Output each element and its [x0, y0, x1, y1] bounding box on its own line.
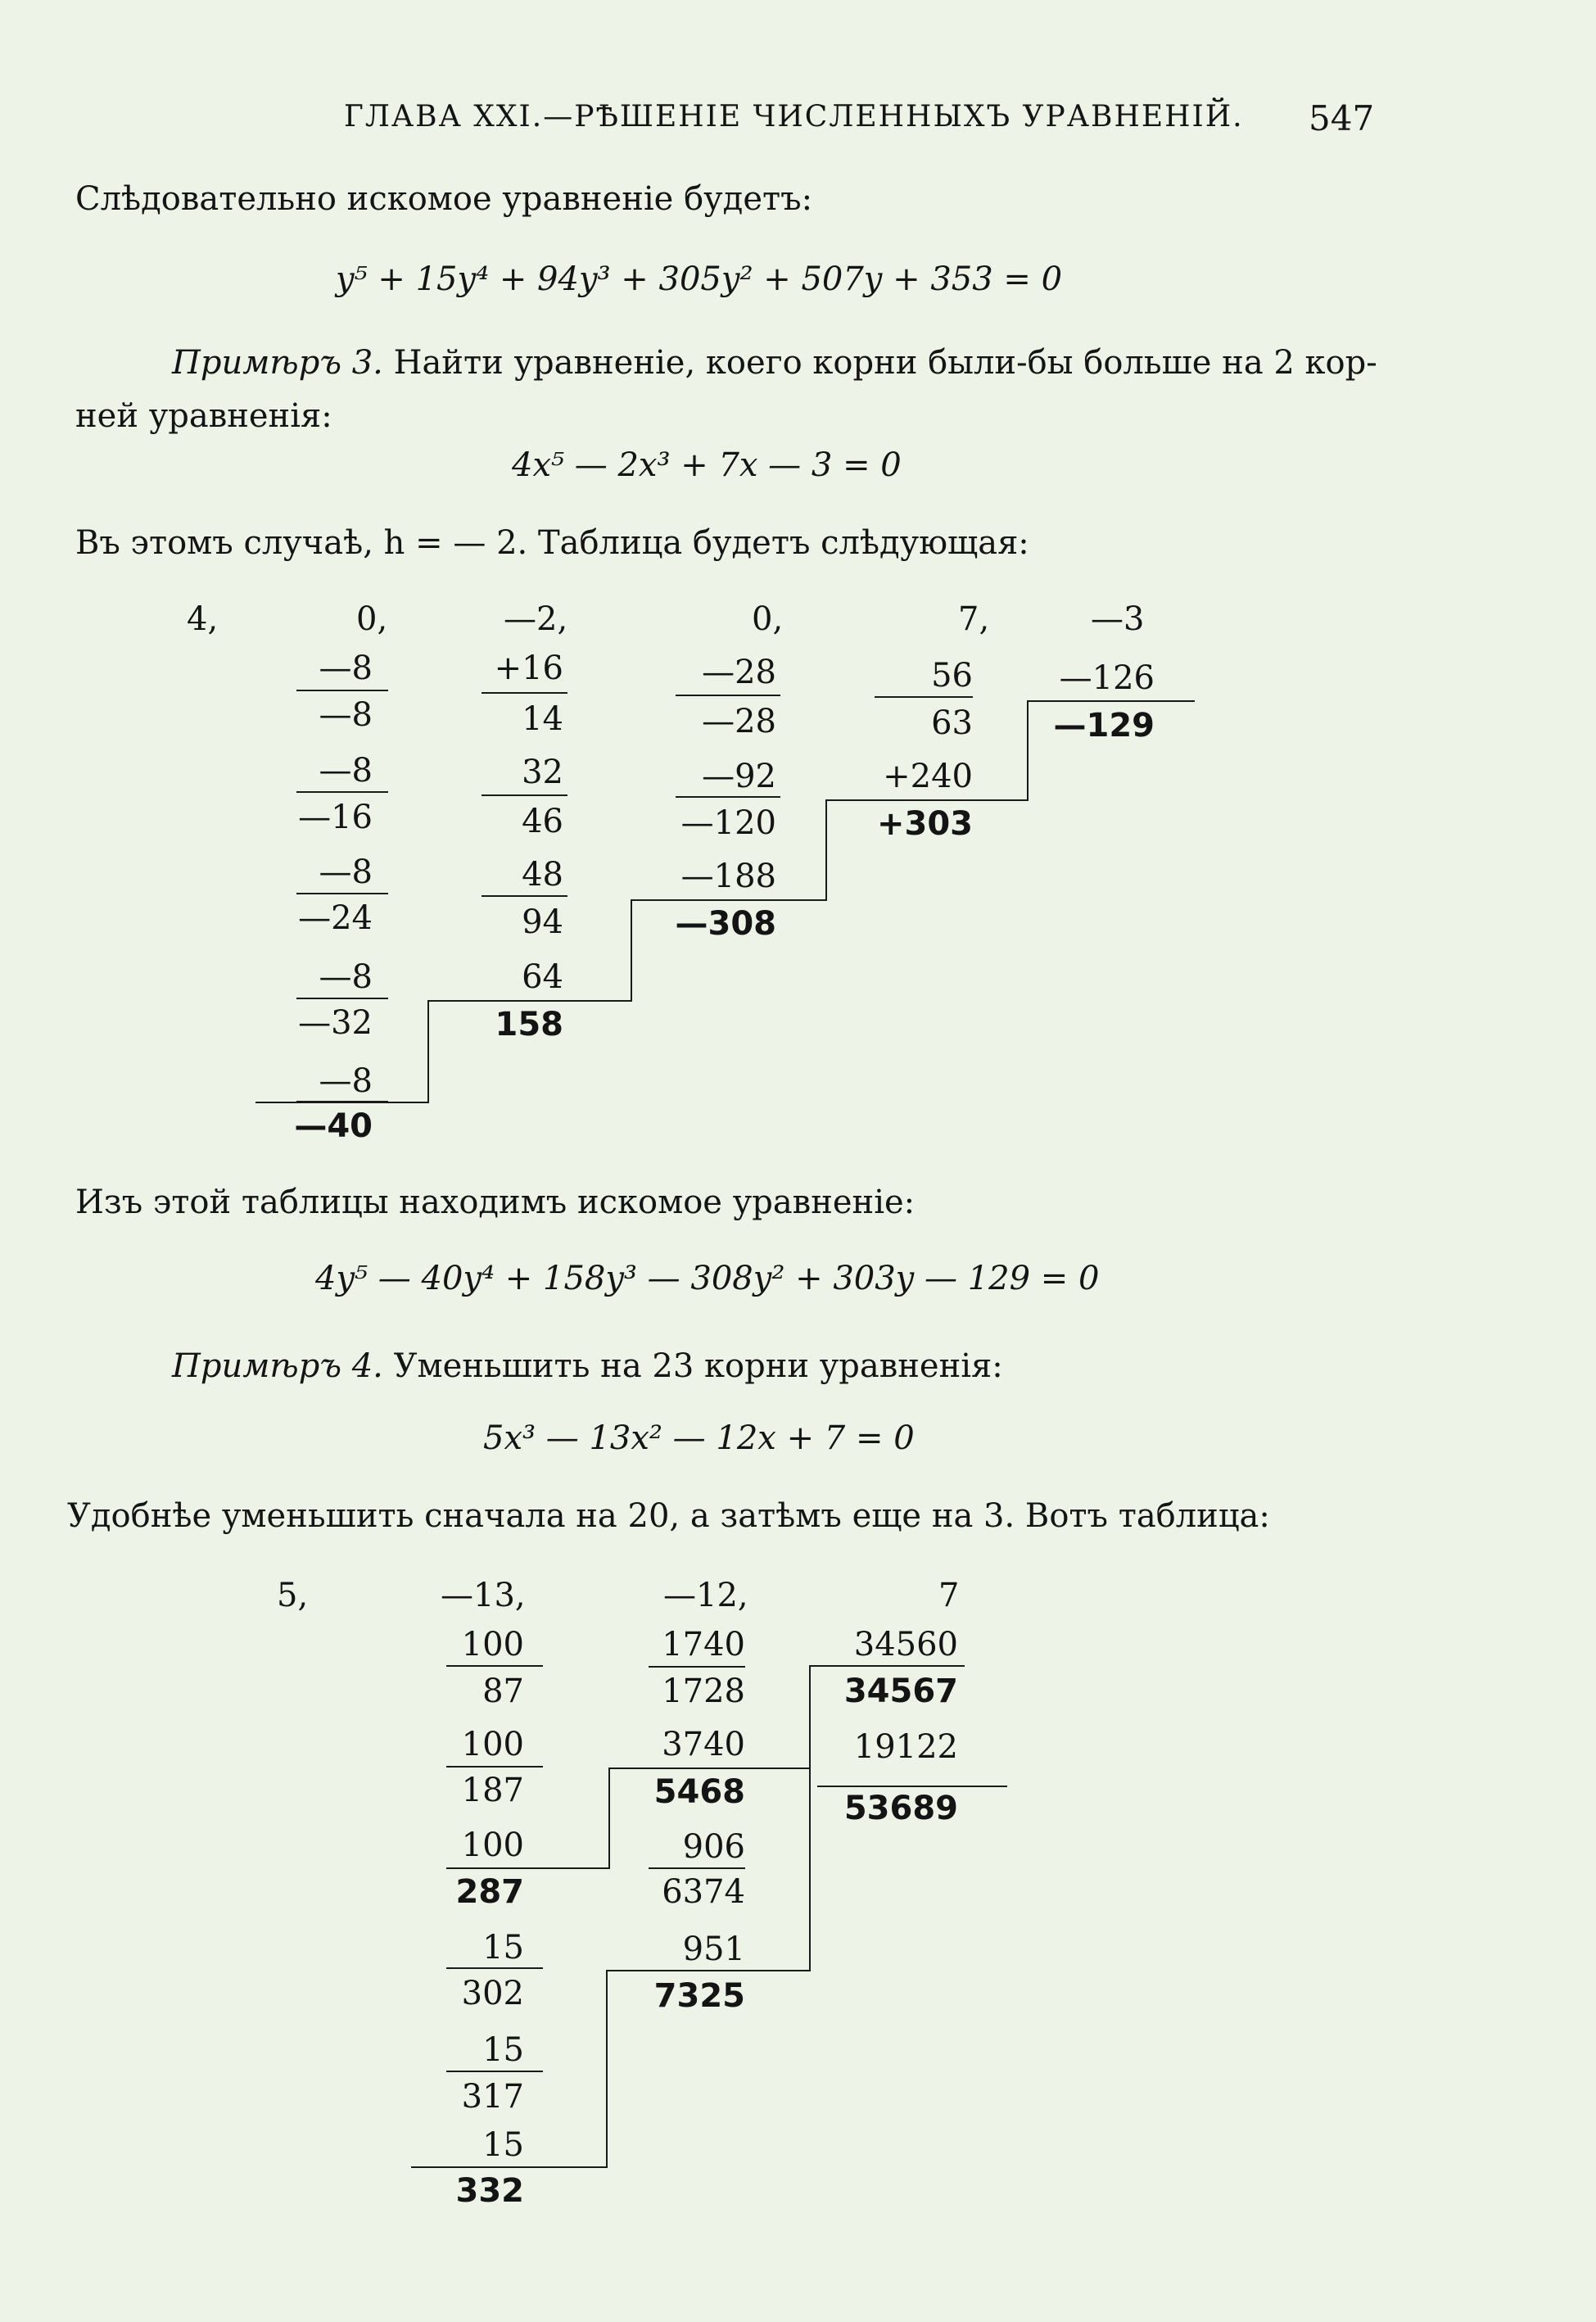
table1-col2-result: 158 — [495, 1006, 563, 1043]
table2-step — [608, 1768, 610, 1869]
table2-col1-cell: 100 — [461, 1826, 524, 1864]
table1-col1-cell: —8 — [319, 958, 373, 996]
table2-col2-cell: 3740 — [662, 1726, 745, 1763]
table1-underline — [296, 791, 388, 793]
table1-col1-cell: —8 — [319, 696, 373, 734]
example-3-text: Найти уравненіе, коего корни были-бы больше на 2 кор- — [393, 344, 1377, 382]
table1-underline — [296, 893, 388, 894]
table1-col3-cell: —120 — [680, 804, 776, 842]
table2-col2-cell: 1740 — [662, 1626, 745, 1663]
table2-col2-result: 7325 — [653, 1977, 745, 2015]
table2-step — [809, 1665, 965, 1667]
table2-step — [608, 1768, 811, 1769]
table1-col2-cell: 48 — [522, 856, 563, 894]
table2-head-3: —12, — [663, 1577, 748, 1614]
table1-col2-cell: 46 — [522, 803, 563, 840]
table2-head-2: —13, — [441, 1577, 526, 1614]
table2-head-1: 5, — [277, 1577, 309, 1614]
table2-col1-cell: 15 — [482, 2126, 524, 2164]
table2-col1-cell: 317 — [461, 2078, 524, 2116]
table1-underline — [482, 692, 567, 694]
table1-step — [631, 899, 827, 901]
table2-col3-result: 53689 — [843, 1790, 958, 1827]
table2-col2-subresult: 5468 — [653, 1773, 745, 1811]
table2-step — [606, 1970, 811, 1971]
table2-step — [411, 2166, 608, 2168]
table2-col1-cell: 100 — [461, 1626, 524, 1663]
table2-col1-cell: 187 — [461, 1772, 524, 1809]
example-4-label: Примѣръ 4. — [172, 1347, 383, 1385]
example-4-paragraph — [172, 1347, 1003, 1385]
table1-step — [427, 1000, 429, 1103]
table2-col1-cell: 15 — [482, 2031, 524, 2069]
table1-col3-result: —308 — [675, 905, 776, 943]
running-title: ГЛАВА XXI.—РѢШЕНІЕ ЧИСЛЕННЫХЪ УРАВНЕНІЙ. — [344, 100, 1244, 134]
table1-underline — [875, 696, 973, 698]
table1-underline — [296, 998, 388, 999]
table1-step — [427, 1000, 632, 1002]
table2-step — [446, 1867, 610, 1869]
table1-col3-cell: —28 — [702, 654, 776, 691]
table1-col2-cell: 14 — [522, 700, 563, 738]
table2-underline — [649, 1666, 745, 1668]
table1-col3-cell: —92 — [702, 758, 776, 795]
table2-head-4: 7 — [938, 1577, 960, 1614]
table1-col2-cell: 32 — [522, 754, 563, 791]
table1-col1-cell: —32 — [298, 1004, 373, 1042]
table1-col1-cell: —8 — [319, 752, 373, 790]
table1-underline — [482, 794, 567, 796]
table1-col2-cell: +16 — [494, 650, 563, 687]
example-3-text-line2: ней уравненія: — [75, 397, 332, 435]
table2-step — [809, 1665, 811, 1971]
example-3-result-intro: Изъ этой таблицы находимъ искомое уравненіе: — [75, 1184, 916, 1221]
table1-col3-cell: —28 — [702, 703, 776, 740]
example-3-case-line: Въ этомъ случаѣ, h = — 2. Таблица будетъ слѣдующая: — [75, 524, 1029, 562]
table1-head-2: 0, — [356, 600, 388, 638]
table1-step — [1027, 700, 1195, 702]
table1-step — [825, 799, 1029, 801]
example-4-note: Удобнѣе уменьшить сначала на 20, а затѣмъ еще на 3. Вотъ таблица: — [67, 1497, 1270, 1535]
table1-col1-cell: —8 — [319, 650, 373, 687]
example-3-result-equation: 4y⁵ — 40y⁴ + 158y³ — 308y² + 303y — 129 = 0 — [315, 1260, 1100, 1297]
table1-step — [631, 899, 632, 1002]
table1-head-4: 0, — [752, 600, 784, 638]
table1-underline — [482, 895, 567, 897]
table1-col2-cell: 64 — [522, 958, 563, 996]
table1-col5-cell: —126 — [1059, 659, 1155, 697]
example-4-text: Уменьшить на 23 корни уравненія: — [393, 1347, 1003, 1385]
table1-col2-cell: 94 — [522, 903, 563, 941]
table1-col1-cell: —16 — [298, 799, 373, 836]
table1-head-1: 4, — [187, 600, 219, 638]
paragraph-conclusion: Слѣдовательно искомое уравненіе будетъ: — [75, 180, 813, 218]
table1-underline — [676, 796, 780, 798]
example-3-label: Примѣръ 3. — [172, 344, 383, 382]
table1-underline — [296, 690, 388, 691]
table2-col2-cell: 1728 — [662, 1672, 745, 1710]
table1-col1-cell: —24 — [298, 899, 373, 937]
table2-step — [817, 1786, 1007, 1787]
table2-col1-subresult: 287 — [455, 1873, 524, 1911]
table1-col4-cell: +240 — [883, 758, 973, 795]
table2-col2-cell: 906 — [682, 1828, 745, 1866]
table2-col1-cell: 302 — [461, 1975, 524, 2012]
table2-step — [606, 1970, 608, 2168]
table2-col2-cell: 951 — [682, 1930, 745, 1968]
table2-underline — [446, 1766, 543, 1768]
table1-head-5: 7, — [958, 600, 990, 638]
table1-step — [1027, 700, 1029, 801]
table1-underline — [676, 695, 780, 696]
table2-col3-cell: 19122 — [853, 1728, 958, 1766]
table2-underline — [446, 2071, 543, 2072]
table1-col4-cell: 56 — [931, 657, 973, 695]
table1-col1-result: —40 — [294, 1107, 373, 1145]
table1-col1-cell: —8 — [319, 1062, 373, 1100]
table2-underline — [446, 1665, 543, 1667]
example-3-equation: 4x⁵ — 2x³ + 7x — 3 = 0 — [512, 446, 902, 484]
example-4-equation: 5x³ — 13x² — 12x + 7 = 0 — [483, 1419, 915, 1457]
table2-underline — [446, 1967, 543, 1969]
table1-col4-cell: 63 — [931, 704, 973, 742]
page-number: 547 — [1309, 98, 1375, 138]
table2-col3-cell: 34560 — [853, 1626, 958, 1663]
table2-col3-subresult: 34567 — [843, 1672, 958, 1710]
table2-col1-cell: 87 — [482, 1672, 524, 1710]
table1-col3-cell: —188 — [680, 858, 776, 895]
equation-1: y⁵ + 15y⁴ + 94y³ + 305y² + 507y + 353 = 0 — [336, 260, 1063, 298]
table2-col1-result: 332 — [455, 2172, 524, 2210]
table1-col5-result: —129 — [1053, 707, 1155, 745]
table2-col2-cell: 6374 — [662, 1873, 745, 1911]
table2-col1-cell: 100 — [461, 1726, 524, 1763]
table2-underline — [649, 1867, 745, 1869]
table1-col1-cell: —8 — [319, 853, 373, 891]
table1-step — [255, 1102, 427, 1103]
example-3-paragraph — [172, 344, 1377, 382]
table2-col1-cell: 15 — [482, 1929, 524, 1967]
table1-head-6: —3 — [1091, 600, 1145, 638]
table1-head-3: —2, — [504, 600, 568, 638]
table1-step — [825, 799, 827, 901]
table1-col4-result: +303 — [876, 805, 973, 843]
